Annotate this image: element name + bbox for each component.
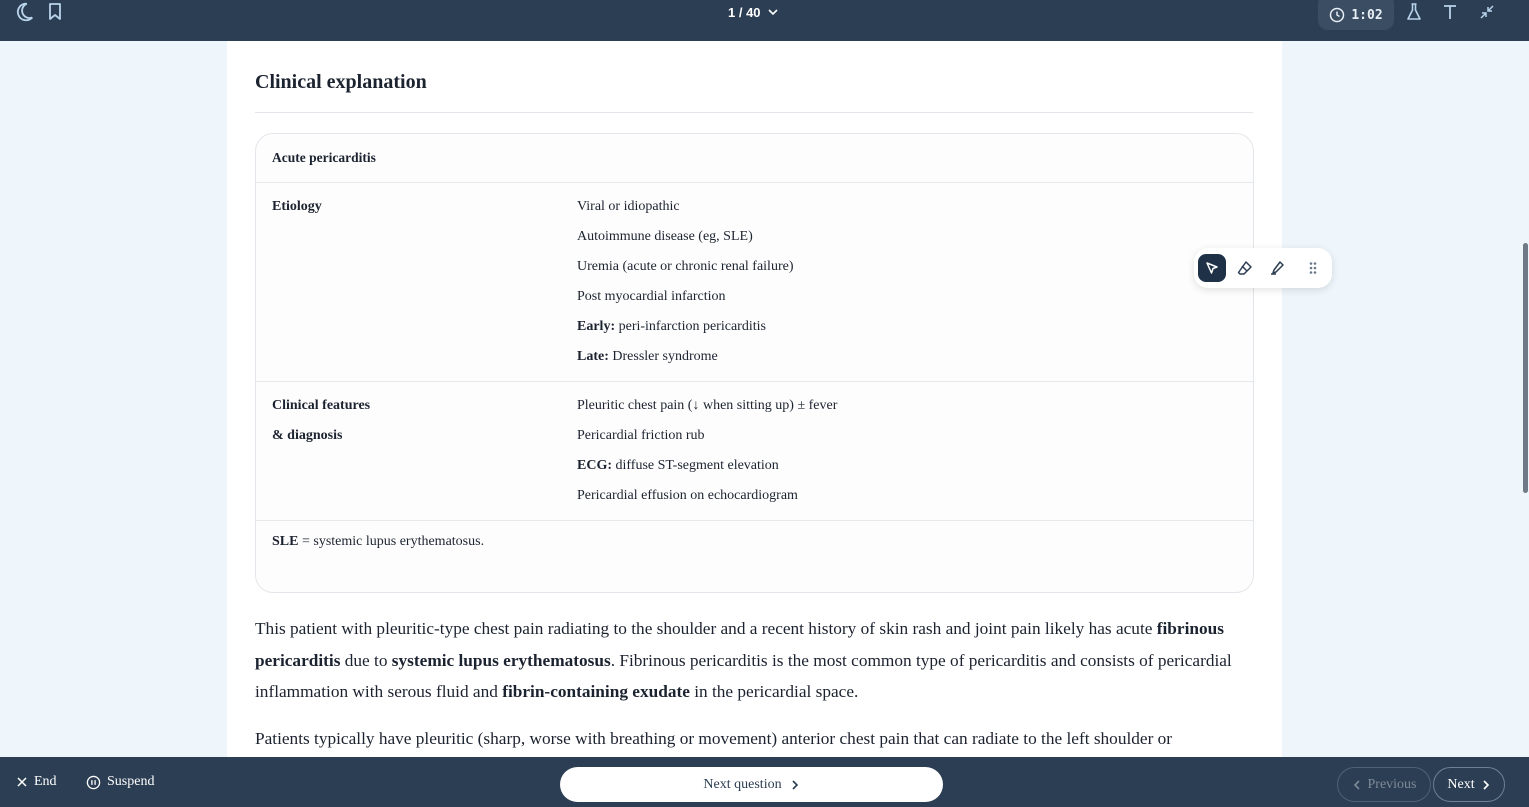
explanation-paragraph: Patients typically have pleuritic (sharp, worse with breathing or movement) anterior chest pain that can radiate to the left shoulder or [255, 729, 1173, 748]
divider [256, 520, 1253, 521]
table-value: Uremia (acute or chronic renal failure) [577, 259, 794, 274]
explanation-paragraph: This patient with pleuritic-type chest pain radiating to the shoulder and a recent history of skin rash and joint pain likely has acute fibrinous pericarditis due to systemic lupus erythematosus. Fibrinous pericarditis is the most common type of pericarditis and consists of pericardial inflammation with serous fluid and fibrin-containing exudate in the pericardial space. [255, 619, 1232, 701]
end-label: End [34, 774, 57, 789]
chevron-down-icon [767, 6, 779, 18]
clock-icon [1329, 7, 1345, 23]
next-question-button[interactable] [560, 767, 943, 802]
bottom-bar [0, 757, 1529, 807]
divider [256, 381, 1253, 382]
table-value: Viral or idiopathic [577, 199, 680, 214]
table-row-values [577, 391, 837, 511]
suspend-button[interactable] [86, 757, 154, 807]
summary-table [255, 133, 1254, 593]
pause-icon [86, 775, 101, 790]
table-row-values [577, 192, 794, 372]
scrollbar[interactable] [1523, 243, 1528, 493]
table-value: ECG: diffuse ST-segment elevation [577, 458, 779, 473]
suspend-label: Suspend [107, 774, 155, 789]
moon-icon[interactable] [12, 0, 36, 24]
collapse-icon[interactable] [1477, 0, 1497, 24]
top-bar [0, 0, 1529, 41]
table-value: Pericardial effusion on echocardiogram [577, 488, 798, 503]
label-line: Clinical features [272, 398, 371, 413]
chevron-right-icon [1481, 779, 1491, 791]
explanation-panel [227, 41, 1282, 757]
chevron-right-icon [790, 779, 800, 791]
highlighter-icon[interactable] [1263, 254, 1291, 282]
bookmark-icon[interactable] [46, 0, 64, 24]
previous-label: Previous [1367, 776, 1417, 792]
flask-icon[interactable] [1404, 0, 1424, 24]
table-value: Early: peri-infarction pericarditis [577, 319, 766, 334]
label-line: & diagnosis [272, 428, 343, 443]
end-button[interactable] [16, 757, 57, 807]
eraser-icon[interactable] [1231, 254, 1259, 282]
previous-button[interactable] [1337, 767, 1431, 802]
table-value: Late: Dressler syndrome [577, 349, 718, 364]
question-selector[interactable] [728, 0, 779, 24]
divider [256, 182, 1253, 183]
table-value: Pleuritic chest pain (↓ when sitting up) ± fever [577, 398, 838, 413]
label-line: Etiology [272, 199, 322, 214]
table-value: Pericardial friction rub [577, 428, 705, 443]
table-row-label [272, 192, 322, 222]
timer-value: 1:02 [1351, 7, 1383, 23]
drag-handle-icon[interactable] [1299, 254, 1327, 282]
close-icon [16, 776, 28, 788]
pointer-icon[interactable] [1198, 254, 1226, 282]
section-title: Clinical explanation [255, 71, 427, 93]
table-value: Autoimmune disease (eg, SLE) [577, 229, 753, 244]
text-size-icon[interactable] [1440, 0, 1460, 24]
annotation-toolbar [1194, 248, 1332, 288]
table-row-label [272, 391, 370, 451]
chevron-left-icon [1352, 779, 1362, 791]
next-question-label: Next question [703, 776, 782, 792]
table-heading: Acute pericarditis [272, 150, 376, 165]
divider [255, 112, 1253, 113]
table-value: Post myocardial infarction [577, 289, 726, 304]
timer[interactable] [1318, 0, 1394, 30]
table-footnote: SLE = systemic lupus erythematosus. [272, 534, 485, 549]
next-button[interactable] [1433, 767, 1505, 802]
question-counter: 1 / 40 [728, 4, 761, 20]
next-label: Next [1447, 776, 1475, 792]
